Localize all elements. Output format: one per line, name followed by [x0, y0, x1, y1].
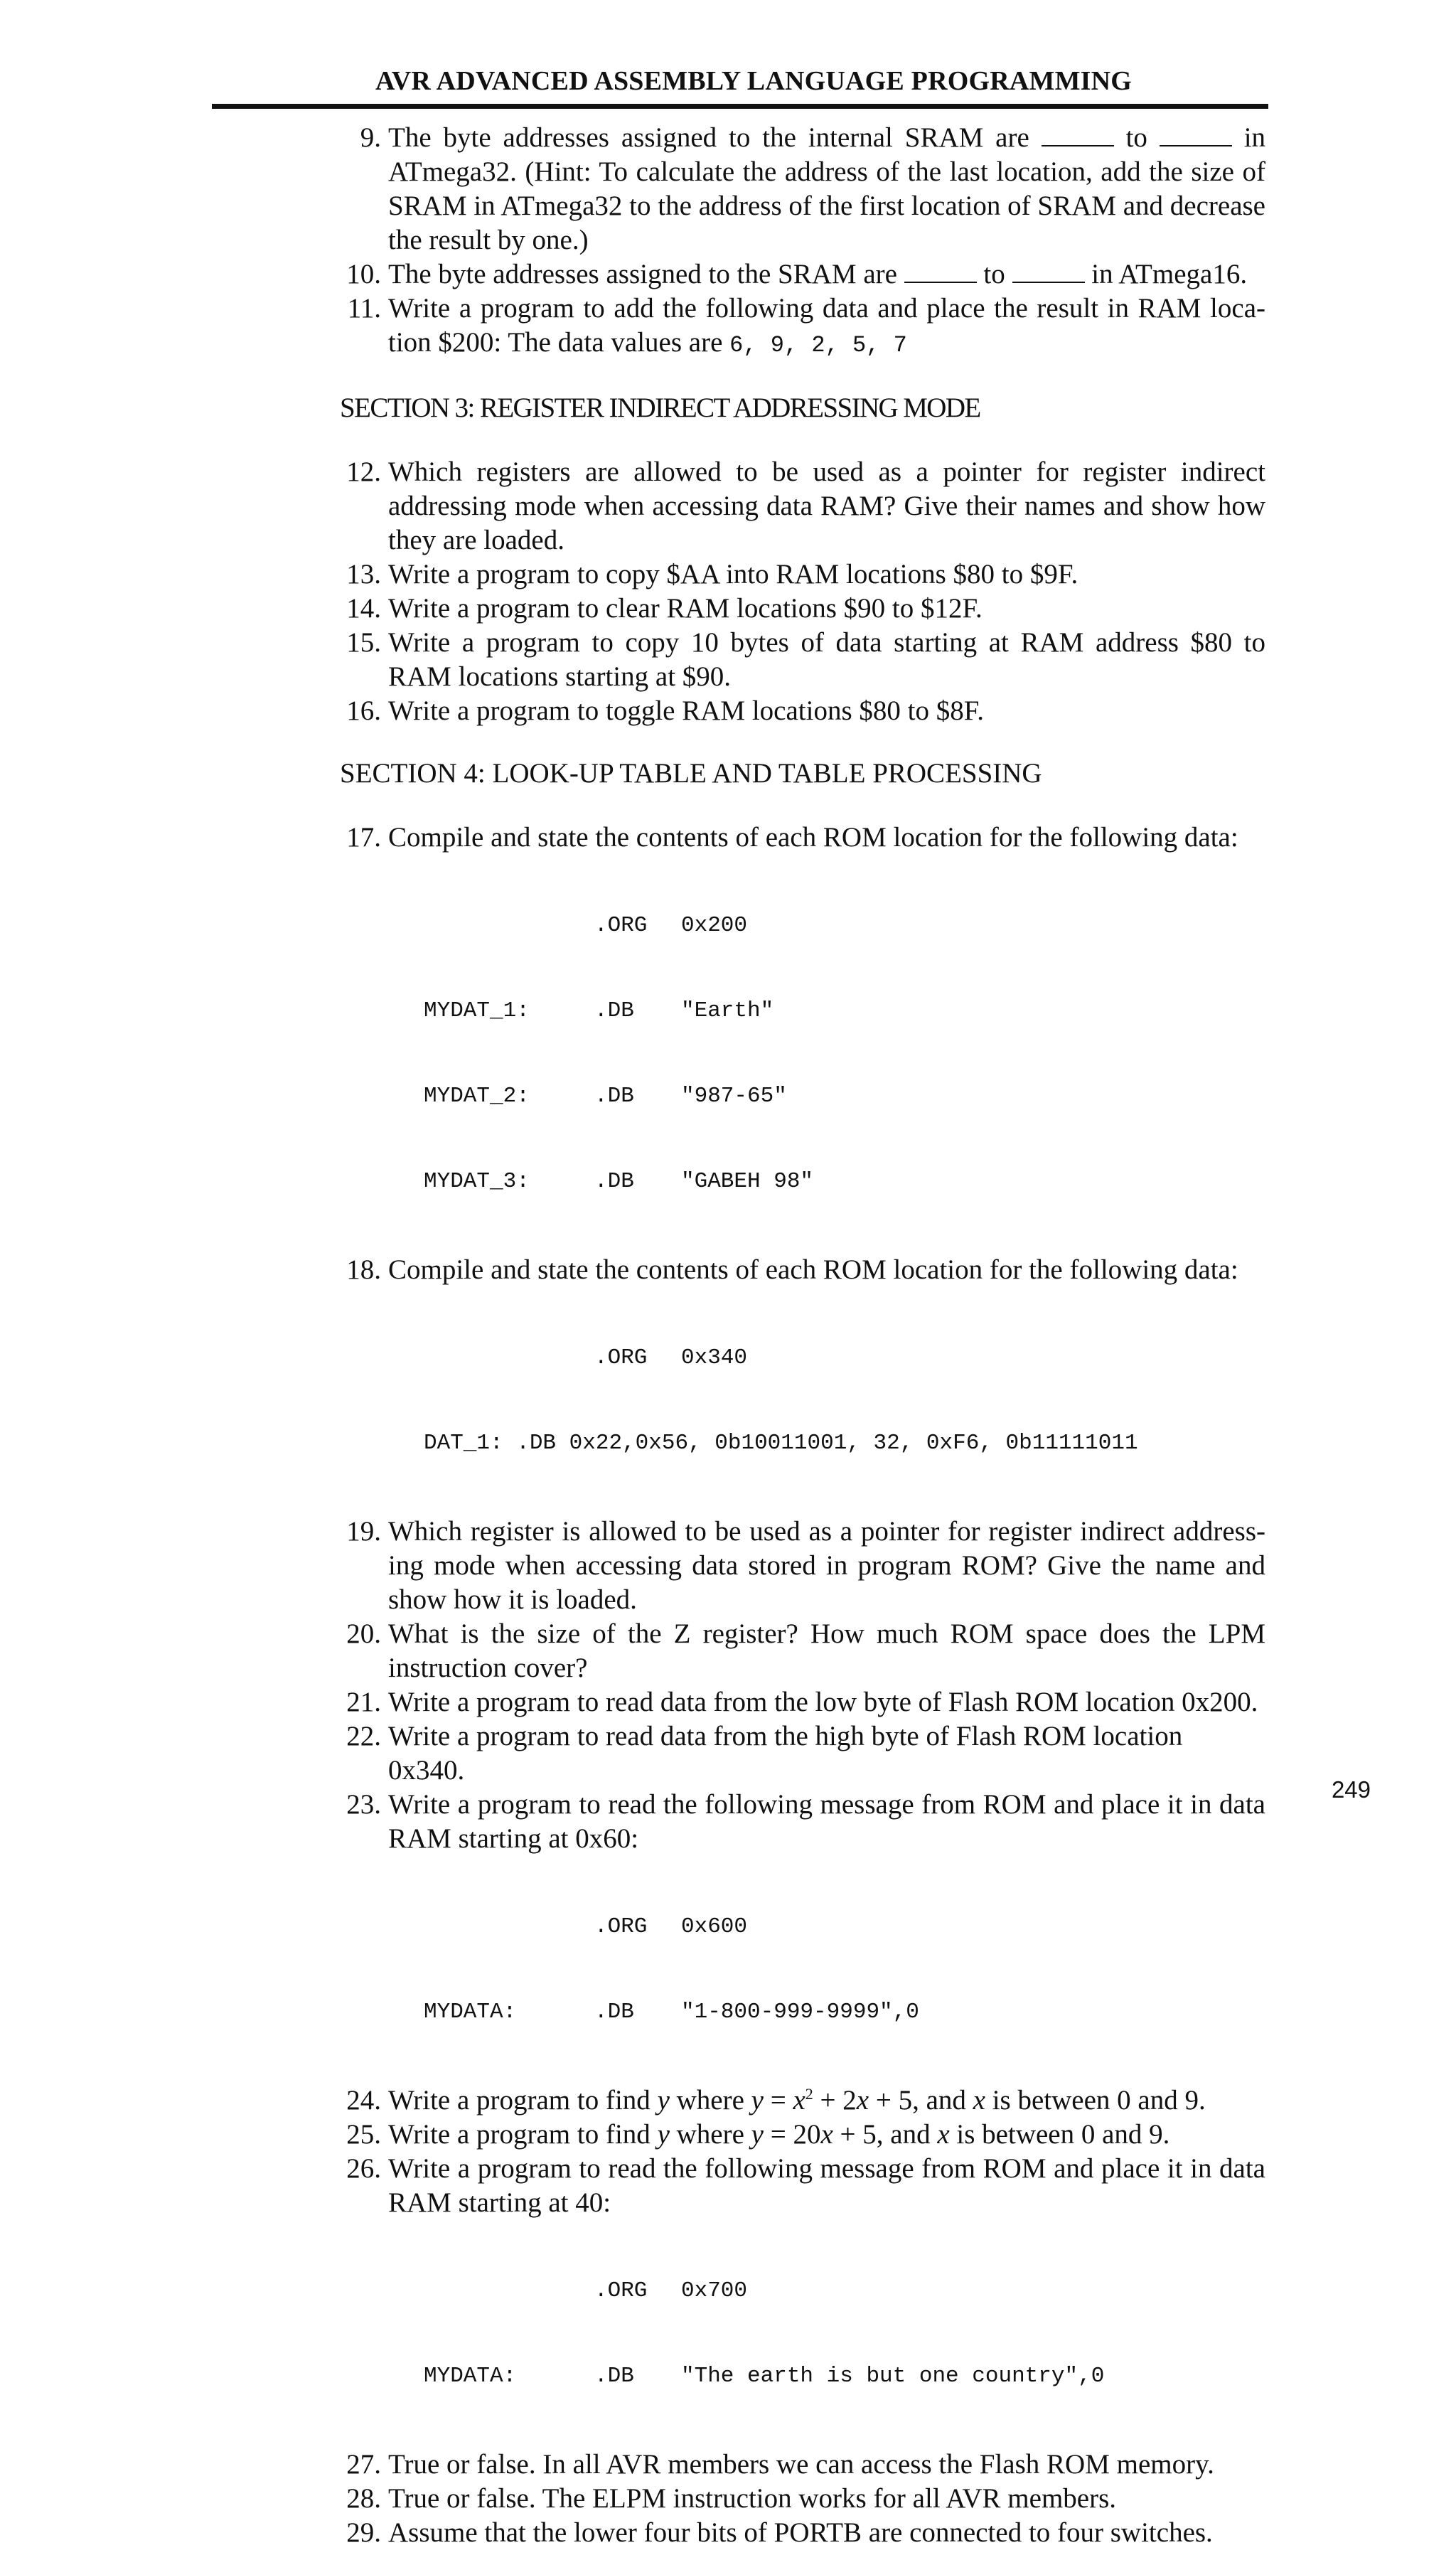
question-text: Which registers are allowed to be used as a pointer for register indirect addressing mode when accessing data RAM? Give their names and show how they are loaded. [388, 457, 1265, 555]
code-directive: .ORG [594, 1345, 648, 1370]
exponent: 2 [805, 2085, 813, 2103]
variable: y [657, 2119, 670, 2150]
header-rule [212, 104, 1268, 109]
question-text-part: to [983, 259, 1005, 289]
question-14 [340, 592, 1265, 626]
variable: x [820, 2119, 833, 2150]
variable: x [856, 2085, 869, 2116]
question-27 [340, 2448, 1265, 2482]
question-number: 16. [346, 695, 381, 726]
question-13 [340, 558, 1265, 592]
code-argument: 0x700 [681, 2278, 748, 2303]
code-directive: .ORG [594, 2278, 648, 2303]
code-block [340, 1856, 1265, 2084]
code-line [340, 1344, 1265, 1372]
variable: y [657, 2085, 670, 2116]
text-part: where [676, 2085, 744, 2116]
code-line [340, 1082, 1265, 1111]
section-4-heading: SECTION 4: LOOK-UP TABLE AND TABLE PROCESSING [340, 758, 1042, 789]
code-argument: 0x600 [681, 1914, 748, 1939]
code-argument: "1-800-999-9999",0 [681, 2000, 919, 2024]
code-directive: .DB [594, 1169, 634, 1194]
question-number: 9. [360, 122, 381, 153]
question-28 [340, 2482, 1265, 2516]
variable: x [973, 2085, 985, 2116]
question-text-part: The byte addresses assigned to the SRAM are [388, 259, 897, 289]
question-number: 22. [346, 1721, 381, 1751]
question-16 [340, 694, 1265, 728]
question-23 [340, 1788, 1265, 1856]
text-part: + 5, and [840, 2119, 931, 2150]
code-label: MYDAT_2: [424, 1084, 530, 1109]
code-block [340, 855, 1265, 1253]
question-text: Write a program to read data from the high byte of Flash ROM location 0x340. [388, 1721, 1183, 1786]
code-block [340, 1287, 1265, 1515]
code-line: DAT_1: .DB 0x22,0x56, 0b10011001, 32, 0xF6, 0b11111011 [424, 1431, 1138, 1456]
code-argument: 0x200 [681, 913, 748, 938]
code-argument: 0x340 [681, 1345, 748, 1370]
question-text-part: Write a program to add the following data and place the result in RAM loca-tion $200: The data values are [388, 293, 1265, 358]
question-number: 24. [346, 2085, 381, 2116]
question-15 [340, 626, 1265, 694]
code-label: MYDATA: [424, 2364, 517, 2389]
question-9 [340, 121, 1265, 257]
code-label [340, 1913, 594, 1941]
question-18 [340, 1253, 1265, 1287]
question-26 [340, 2152, 1265, 2220]
question-text [388, 2084, 1265, 2118]
question-text-part: in ATmega16. [1091, 259, 1248, 289]
question-29 [340, 2516, 1265, 2550]
code-directive: .ORG [594, 913, 648, 938]
question-number: 23. [346, 1789, 381, 1820]
answer-blank [904, 260, 977, 283]
question-text [388, 2118, 1265, 2152]
question-number: 21. [346, 1687, 381, 1717]
text-part: where [676, 2119, 744, 2150]
question-12 [340, 455, 1265, 558]
question-number: 26. [346, 2153, 381, 2184]
question-11 [340, 292, 1265, 363]
question-17 [340, 821, 1265, 855]
variable: y [751, 2085, 764, 2116]
page-number: 249 [1331, 1776, 1371, 1803]
answer-blank [1042, 124, 1114, 146]
code-label [340, 1344, 594, 1372]
text-part: + 2 [820, 2085, 857, 2116]
code-argument: "GABEH 98" [681, 1169, 814, 1194]
question-text [388, 292, 1265, 363]
page-content [340, 121, 1265, 2550]
question-text-part: in ATmega32. (Hint: To calculate the address of the last location, add the size of SRAM in ATmega32 to the address of the first location of SRAM and decrease the result by one.) [388, 122, 1266, 255]
text-part: Write a program to find [388, 2119, 651, 2150]
question-21 [340, 1685, 1265, 1719]
question-number: 11. [347, 293, 381, 324]
question-number: 27. [346, 2449, 381, 2480]
question-number: 28. [346, 2483, 381, 2514]
question-text: Write a program to read the following message from ROM and place it in data RAM starting at 40: [388, 2153, 1265, 2218]
answer-blank [1160, 124, 1232, 146]
question-number: 20. [346, 1618, 381, 1649]
question-number: 10. [346, 259, 381, 289]
question-text-part: to [1125, 122, 1147, 153]
code-directive: .DB [594, 1084, 634, 1109]
question-text: Assume that the lower four bits of PORTB are connected to four switches. [388, 2517, 1213, 2548]
question-22 [340, 1719, 1265, 1788]
question-number: 17. [346, 822, 381, 853]
code-line [340, 1168, 1265, 1196]
question-20 [340, 1617, 1265, 1685]
code-line [340, 912, 1265, 940]
question-text: Compile and state the contents of each ROM location for the following data: [388, 822, 1238, 853]
question-number: 13. [346, 559, 381, 590]
code-argument: "The earth is but one country",0 [681, 2364, 1105, 2389]
code-argument: "Earth" [681, 998, 774, 1023]
question-number: 12. [346, 457, 381, 487]
code-directive: .DB [594, 998, 634, 1023]
question-number: 19. [346, 1516, 381, 1547]
question-text: Write a program to copy $AA into RAM locations $80 to $9F. [388, 559, 1078, 590]
text-part: is between 0 and 9. [992, 2085, 1206, 2116]
code-line [340, 1913, 1265, 1941]
variable: x [937, 2119, 950, 2150]
question-number: 29. [346, 2517, 381, 2548]
code-label: MYDAT_1: [424, 998, 530, 1023]
question-text: True or false. The ELPM instruction works for all AVR members. [388, 2483, 1117, 2514]
question-text: Write a program to read data from the low byte of Flash ROM location 0x200. [388, 1687, 1258, 1717]
section-3-heading: SECTION 3: REGISTER INDIRECT ADDRESSING MODE [340, 393, 980, 423]
variable: x [793, 2085, 805, 2116]
question-text: Write a program to toggle RAM locations $80 to $8F. [388, 695, 985, 726]
text-part: Write a program to find [388, 2085, 651, 2116]
text-part: + 5, and [875, 2085, 966, 2116]
question-text [388, 257, 1265, 292]
question-19 [340, 1515, 1265, 1617]
question-text [388, 121, 1265, 257]
question-25 [340, 2118, 1265, 2152]
question-text: Write a program to clear RAM locations $90 to $12F. [388, 593, 983, 624]
code-line [340, 2277, 1265, 2305]
text-part: = 20 [770, 2119, 821, 2150]
question-text: Write a program to copy 10 bytes of data starting at RAM address $80 to RAM locations starting at $90. [388, 627, 1265, 692]
code-label [340, 2277, 594, 2305]
code-directive: .DB [594, 2364, 634, 2389]
question-number: 15. [346, 627, 381, 658]
page-header-title: AVR ADVANCED ASSEMBLY LANGUAGE PROGRAMMING [375, 66, 1133, 96]
text-part: is between 0 and 9. [956, 2119, 1170, 2150]
code-label: MYDAT_3: [424, 1169, 530, 1194]
code-line [340, 997, 1265, 1025]
code-directive: .DB [594, 2000, 634, 2024]
variable: y [751, 2119, 764, 2150]
question-number: 25. [346, 2119, 381, 2150]
answer-blank [1012, 260, 1085, 283]
question-text: Compile and state the contents of each ROM location for the following data: [388, 1254, 1238, 1285]
text-part: = [770, 2085, 786, 2116]
code-label [340, 912, 594, 940]
question-text-part: The byte addresses assigned to the internal SRAM are [388, 122, 1029, 153]
code-line [340, 1998, 1265, 2027]
code-directive: .ORG [594, 1914, 648, 1939]
code-label: MYDATA: [424, 2000, 517, 2024]
question-text: Write a program to read the following message from ROM and place it in data RAM starting at 0x60: [388, 1789, 1265, 1854]
code-block [340, 2220, 1265, 2448]
question-number: 14. [346, 593, 381, 624]
question-10 [340, 257, 1265, 292]
question-text: Which register is allowed to be used as a pointer for register indirect address-ing mode when accessing data stored in program ROM? Give the name and show how it is loaded. [388, 1516, 1265, 1615]
question-text: True or false. In all AVR members we can access the Flash ROM memory. [388, 2449, 1214, 2480]
question-24 [340, 2084, 1265, 2118]
question-number: 18. [346, 1254, 381, 1285]
code-argument: "987-65" [681, 1084, 787, 1109]
data-values: 6, 9, 2, 5, 7 [729, 332, 907, 358]
question-text: What is the size of the Z register? How much ROM space does the LPM instruction cover? [388, 1618, 1265, 1683]
code-line [340, 2362, 1265, 2391]
